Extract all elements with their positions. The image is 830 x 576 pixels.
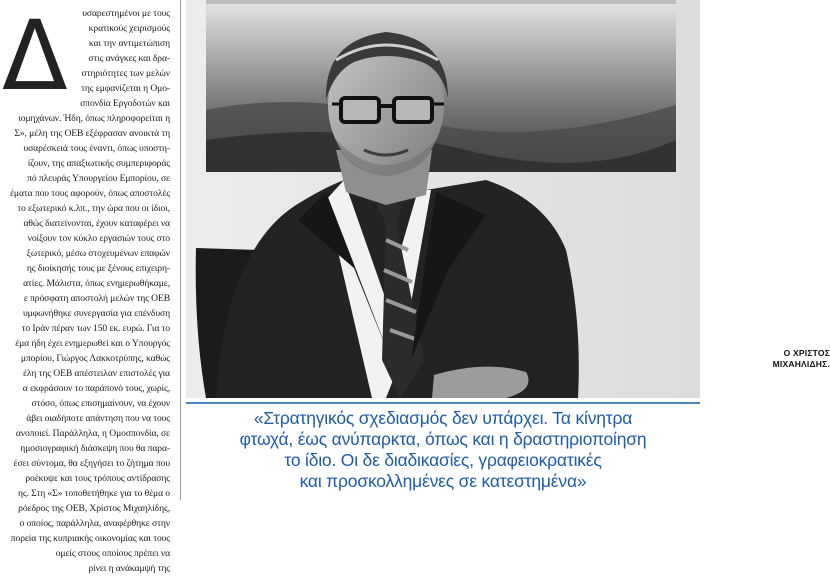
article-line: υμφωνήθηκε συνεργασία για επένδυση: [22, 308, 170, 319]
article-line: Σ», μέλη της ΟΕΒ εξέφρασαν ανοικτά τη: [14, 128, 170, 139]
article-line: πορεία της κυπριακής οικονομίας και τους: [10, 533, 170, 544]
article-line: ομείς στους οποίους πρέπει να: [55, 548, 170, 559]
pullquote-rule: [186, 402, 700, 404]
article-line: ροέκυψε και τους τρόπους αντίδρασης: [25, 473, 170, 484]
article-line: ημοσιογραφική διάσκεψη που θα παρα-: [20, 443, 170, 454]
portrait-photo: [186, 0, 830, 398]
article-line: κρατικούς χειρισμούς: [88, 23, 170, 34]
article-line: στηριότητες των μελών: [81, 68, 170, 79]
article-line: της εμφανίζεται η Ομο-: [81, 83, 170, 94]
article-line: πό πλευράς Υπουργείου Εμπορίου, σε: [27, 173, 170, 184]
article-line: ρόεδρος της ΟΕΒ, Χρίστος Μιχαηλίδης,: [18, 503, 170, 514]
caption-line: ΜΙΧΑΗΛΙΔΗΣ.: [772, 359, 830, 369]
article-line: στις ανάγκες και δρα-: [88, 53, 170, 64]
article-line: ης. Στη «Σ» τοποθετήθηκε για το θέμα ο: [17, 488, 170, 499]
article-line: το εξωτερικό κ.λπ., την ώρα που οι ίδιοι,: [17, 203, 170, 214]
article-line: το Ιράν πέραν των 150 εκ. ευρώ. Για το: [21, 323, 170, 334]
article-column: [0, 0, 172, 574]
article-line: ανοποιεί. Παράλληλα, η Ομοσπονδία, σε: [15, 428, 170, 439]
article-line: και την αντιμετώπιση: [88, 38, 170, 49]
article-line: ίζουν, της απαξιωτικής συμπεριφοράς: [27, 158, 170, 169]
pullquote-line: «Στρατηγικός σχεδιασμός δεν υπάρχει. Τα κίνητρα: [253, 408, 633, 428]
article-line: έματα που τους αφορούν, όπως αποστολές: [9, 188, 170, 199]
article-line: σπονδία Εργοδοτών και: [80, 98, 170, 109]
caption-line: Ο ΧΡΙΣΤΟΣ: [783, 348, 830, 358]
article-line: στόσο, όπως επισημαίνουν, να έχουν: [31, 398, 170, 409]
article-line: ε πρόσφατη αποστολή μελών της ΟΕΒ: [23, 293, 170, 304]
article-line: υσαρεστημένοι με τους: [82, 8, 170, 19]
article-line: έμα ήδη έχει ενημερωθεί και ο Υπουργός: [15, 338, 170, 349]
article-line: ατίες. Μάλιστα, όπως ενημερωθήκαμε,: [23, 278, 170, 289]
column-divider: [180, 0, 181, 500]
article-line: άβει οιαδήποτε απάντηση που να τους: [26, 413, 170, 424]
article-line: μπορίου, Γιώργος Λακκοτρύπης, καθώς: [20, 353, 170, 364]
article-line: νοίξουν τον κύκλο εργασιών τους στο: [27, 233, 170, 244]
article-line: ιομηχάνων. Ήδη, όπως πληροφορείται η: [18, 113, 170, 124]
article-line: α εκφράσουν το παράπονό τους, χωρίς,: [22, 383, 170, 394]
dropcap-letter: Δ: [2, 0, 68, 112]
pullquote-line: και προσκολλημένες σε κατεστημένα»: [299, 471, 587, 491]
article-line: έλη της ΟΕΒ απέστειλαν επιστολές για: [22, 368, 170, 379]
photo-caption: [738, 348, 830, 370]
article-line: ης διοίκησής τους με ξένους επιχειρη-: [26, 263, 170, 274]
article-line: αθώς διατείνονται, έχουν καταφέρει να: [23, 218, 170, 229]
article-line: έσει σύντομα, θα εξηγήσει το ζήτημα που: [13, 458, 170, 469]
article-line: ξωτερικό, μέσω στοχευμένων επαφών: [26, 248, 170, 259]
article-line: ρίνει η ανάκαμψή της: [88, 563, 170, 574]
pullquote-line: φτωχά, έως ανύπαρκτα, όπως και η δραστηριοποίηση: [239, 429, 647, 449]
article-line: υσαρέσκειά τους έναντι, όπως υποστη-: [23, 143, 170, 154]
pullquote-line: το ίδιο. Οι δε διαδικασίες, γραφειοκρατικές: [284, 450, 602, 470]
portrait-illustration: [186, 0, 700, 398]
article-line: ο οποίος, παράλληλα, αναφέρθηκε στην: [19, 518, 170, 529]
pullquote: [186, 408, 700, 492]
